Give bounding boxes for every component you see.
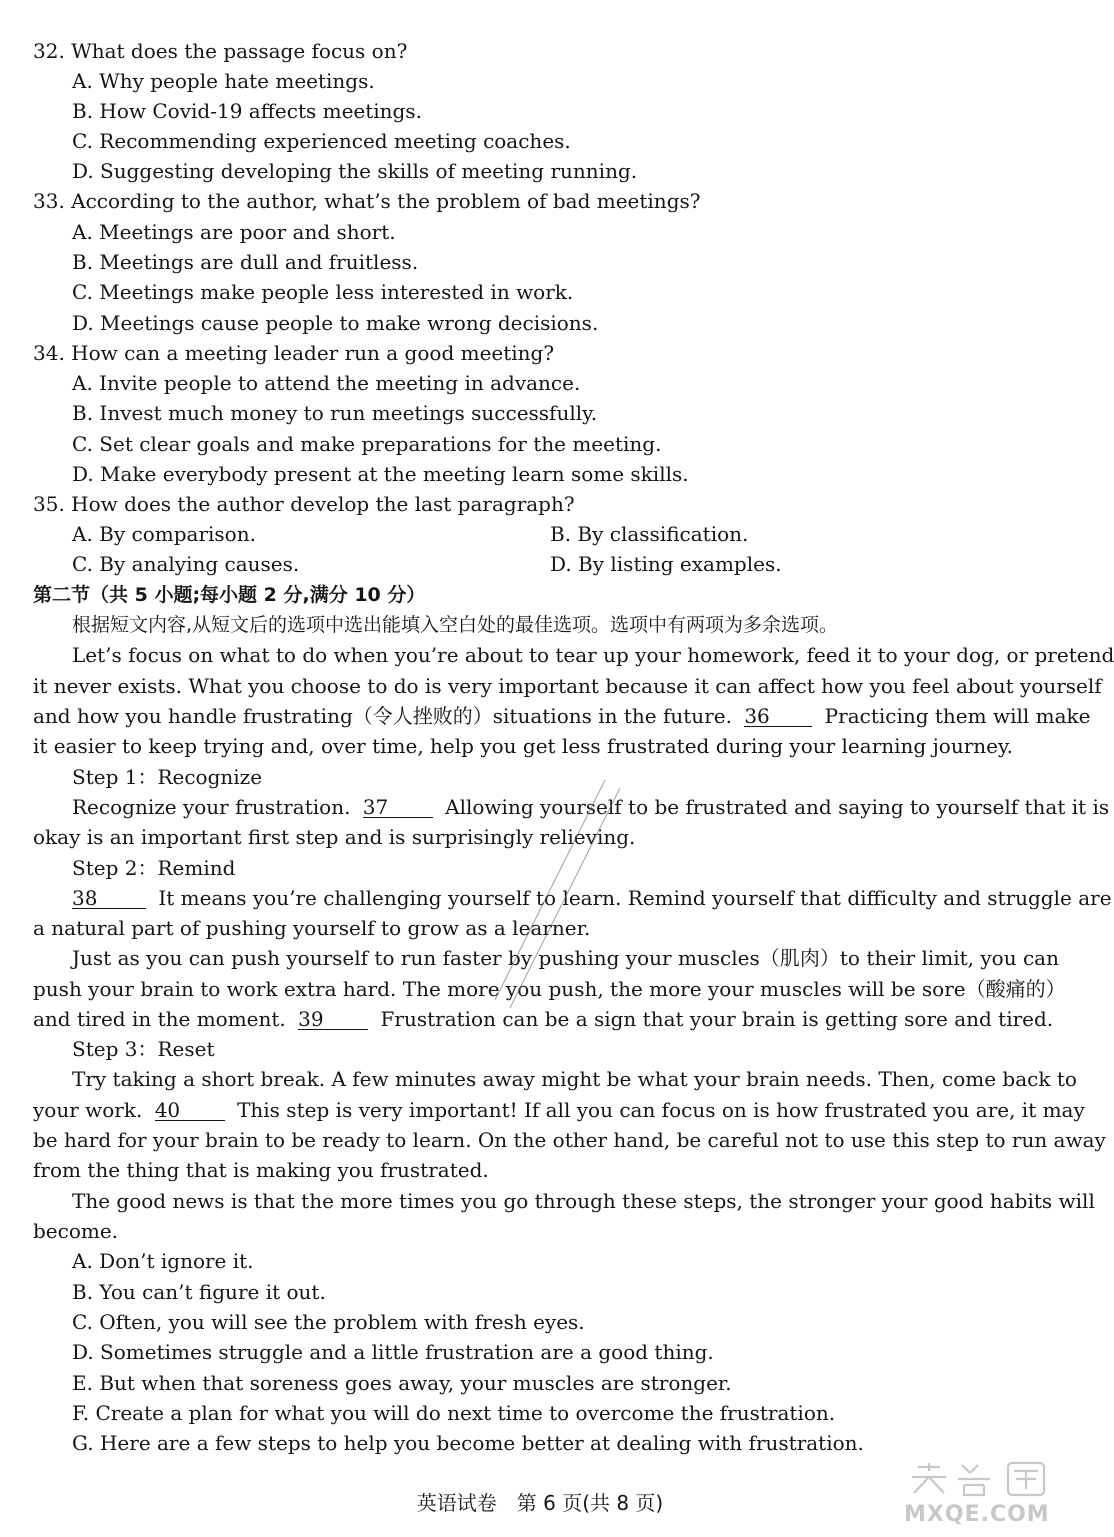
passage-line: push your brain to work extra hard. The more you push, the more your muscles will be sore（酸痛的）: [33, 977, 1066, 1001]
passage-text: This step is very important! If all you can focus on is how frustrated you are, it may: [237, 1098, 1085, 1122]
passage-line: Just as you can push yourself to run faster by pushing your muscles（肌肉）to their limit, you can: [72, 946, 1059, 970]
passage-line: The good news is that the more times you go through these steps, the stronger your good habits will: [72, 1189, 1095, 1213]
answer-option-f: F. Create a plan for what you will do next time to overcome the frustration.: [72, 1401, 836, 1425]
question-35-option-d: D. By listing examples.: [550, 552, 782, 576]
passage-line: Try taking a short break. A few minutes away might be what your brain needs. Then, come back to: [72, 1067, 1077, 1091]
question-34-option-d: D. Make everybody present at the meeting learn some skills.: [72, 462, 689, 486]
svg-text:MXQE.COM: MXQE.COM: [904, 1502, 1050, 1527]
question-33-option-c: C. Meetings make people less interested in work.: [72, 280, 574, 304]
passage-text: Allowing yourself to be frustrated and saying to yourself that it is: [445, 795, 1110, 819]
question-32-stem: 32. What does the passage focus on?: [33, 39, 408, 63]
passage-line: okay is an important first step and is surprisingly relieving.: [33, 825, 636, 849]
question-34-stem: 34. How can a meeting leader run a good meeting?: [33, 341, 555, 365]
passage-line: become.: [33, 1219, 119, 1243]
step-3-heading: Step 3：Reset: [72, 1037, 215, 1061]
passage-text: and tired in the moment.: [33, 1007, 286, 1031]
stamp-watermark: [455, 770, 655, 1010]
answer-option-d: D. Sometimes struggle and a little frustration are a good thing.: [72, 1340, 714, 1364]
passage-text: Recognize your frustration.: [72, 795, 351, 819]
step-1-heading: Step 1：Recognize: [72, 765, 263, 789]
answer-option-b: B. You can’t figure it out.: [72, 1280, 326, 1304]
answer-option-e: E. But when that soreness goes away, your muscles are stronger.: [72, 1371, 732, 1395]
question-35-stem: 35. How does the author develop the last paragraph?: [33, 492, 575, 516]
question-32-option-d: D. Suggesting developing the skills of meeting running.: [72, 159, 638, 183]
passage-line-with-blank: [33, 1098, 1085, 1122]
blank-40: 40: [155, 1100, 225, 1121]
passage-text: Practicing them will make: [824, 704, 1091, 728]
answer-option-c: C. Often, you will see the problem with fresh eyes.: [72, 1310, 585, 1334]
question-33-stem: 33. According to the author, what’s the problem of bad meetings?: [33, 189, 701, 213]
question-34-option-c: C. Set clear goals and make preparations for the meeting.: [72, 432, 662, 456]
question-35-option-b: B. By classification.: [550, 522, 749, 546]
question-33-option-d: D. Meetings cause people to make wrong decisions.: [72, 311, 599, 335]
page-footer: 英语试卷 第 6 页(共 8 页): [416, 1491, 664, 1515]
question-34-option-b: B. Invest much money to run meetings successfully.: [72, 401, 598, 425]
question-35-option-c: C. By analying causes.: [72, 552, 300, 576]
passage-line-with-blank: [33, 1007, 1059, 1031]
passage-line: from the thing that is making you frustrated.: [33, 1158, 489, 1182]
section-instruction: 根据短文内容,从短文后的选项中选出能填入空白处的最佳选项。选项中有两项为多余选项。: [72, 614, 839, 636]
question-35-option-a: A. By comparison.: [72, 522, 256, 546]
answer-option-g: G. Here are a few steps to help you become better at dealing with frustration.: [72, 1431, 864, 1455]
question-32-option-a: A. Why people hate meetings.: [72, 69, 375, 93]
passage-line: it easier to keep trying and, over time, help you get less frustrated during your learning journey.: [33, 734, 1013, 758]
passage-line-with-blank: [33, 704, 1091, 728]
question-32-option-b: B. How Covid-19 affects meetings.: [72, 99, 422, 123]
passage-text: and how you handle frustrating（令人挫败的）situations in the future.: [33, 704, 732, 728]
blank-38: 38: [72, 888, 146, 909]
question-32-option-c: C. Recommending experienced meeting coaches.: [72, 129, 571, 153]
question-33-option-b: B. Meetings are dull and fruitless.: [72, 250, 419, 274]
passage-line: it never exists. What you choose to do is very important because it can affect how you feel about yourself: [33, 674, 1102, 698]
passage-line: Let’s focus on what to do when you’re about to tear up your homework, feed it to your dog, or pretend: [72, 643, 1114, 667]
question-34-option-a: A. Invite people to attend the meeting in advance.: [72, 371, 581, 395]
question-33-option-a: A. Meetings are poor and short.: [72, 220, 396, 244]
site-watermark-logo: [900, 1459, 1070, 1529]
passage-line: a natural part of pushing yourself to grow as a learner.: [33, 916, 591, 940]
blank-36: 36: [744, 706, 812, 727]
passage-text: your work.: [33, 1098, 143, 1122]
section-heading: 第二节（共 5 小题;每小题 2 分,满分 10 分）: [33, 584, 426, 606]
passage-text: Frustration can be a sign that your brain is getting sore and tired.: [380, 1007, 1054, 1031]
passage-text: It means you’re challenging yourself to learn. Remind yourself that difficulty and struggle are: [158, 886, 1112, 910]
passage-line: be hard for your brain to be ready to learn. On the other hand, be careful not to use this step to run away: [33, 1128, 1106, 1152]
blank-37: 37: [363, 797, 433, 818]
answer-option-a: A. Don’t ignore it.: [72, 1249, 254, 1273]
step-2-heading: Step 2：Remind: [72, 856, 236, 880]
blank-39: 39: [298, 1009, 368, 1030]
